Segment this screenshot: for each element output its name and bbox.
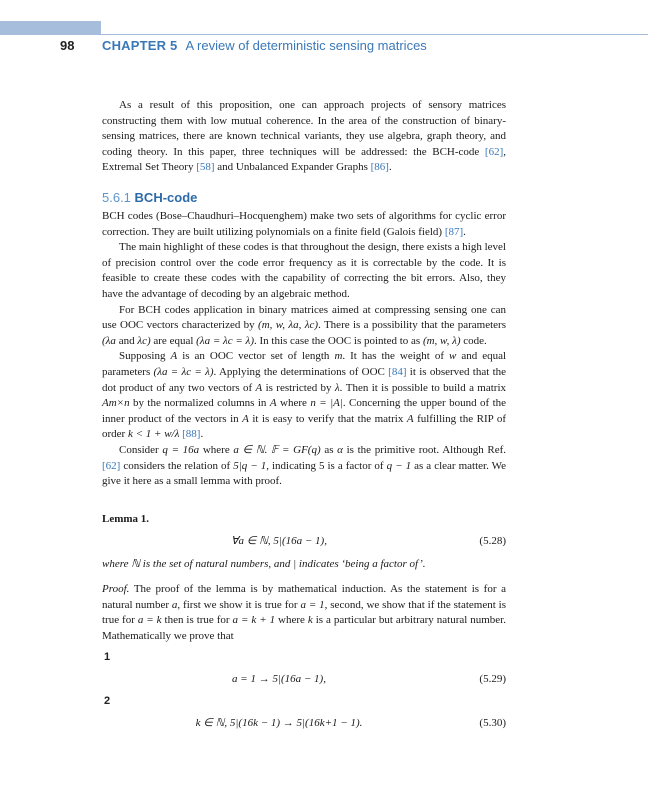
equation-number: (5.30) xyxy=(479,717,506,729)
lemma-label: Lemma 1. xyxy=(102,513,150,525)
step-number: 2 xyxy=(104,695,111,707)
section-number: 5.6.1 xyxy=(102,190,131,205)
paragraph-bch-intro: BCH codes (Bose–Chaudhuri–Hocquenghem) make two sets of algorithms for cyclic error correction. They are built utilizing polynomials on a finite field (Galois field) [87]. xyxy=(102,210,506,238)
equation-5-30: k ∈ ℕ, 5|(16k − 1) → 5|(16k+1 − 1). (5.30) xyxy=(102,716,506,734)
section-title: BCH-code xyxy=(134,190,198,205)
section-heading xyxy=(102,190,197,205)
citation-link[interactable]: [86] xyxy=(370,161,389,174)
header-accent-bar xyxy=(0,21,101,35)
chapter-label: CHAPTER 5 xyxy=(102,38,178,53)
page-number: 98 xyxy=(60,38,75,53)
header-rule xyxy=(101,34,648,35)
citation-link[interactable]: [62] xyxy=(102,459,121,472)
citation-link[interactable]: [62] xyxy=(484,145,504,158)
equation-5-29: a = 1 → 5|(16a − 1), (5.29) xyxy=(102,672,506,690)
chapter-title: A review of deterministic sensing matrices xyxy=(185,38,427,53)
step-2 xyxy=(102,716,506,734)
proof-label: Proof. xyxy=(102,583,130,595)
intro-block xyxy=(102,98,506,176)
paragraph-ooc: For BCH codes application in binary matrices aimed at compressing sensing one can use OOC vectors characterized by (m, w, λa, λc). There is a possibility that the parameters (λa and λc) are equal (λa = λc = λ). In this case the OOC is pointed to as (m, w, λ) code. xyxy=(102,303,506,347)
equation-5-28: ∀a ∈ ℕ, 5|(16a − 1), (5.28) xyxy=(102,534,506,552)
citation-link[interactable]: [58] xyxy=(196,161,215,174)
step-1 xyxy=(102,672,506,690)
citation-link[interactable]: [88] xyxy=(182,428,201,441)
body-block xyxy=(102,209,506,490)
citation-link[interactable]: [84] xyxy=(388,365,407,378)
lemma-note: where ℕ is the set of natural numbers, and | indicates ‘being a factor of’. xyxy=(102,557,426,570)
paragraph-highlight: The main highlight of these codes is that throughout the design, there exists a high level of precision control over the code error frequency as it is correctable by the code. It is feasible to create these codes with the capability of correcting the bit errors. Also, they have the advantage of decoding by an algebraic method. xyxy=(102,241,506,300)
lemma-block xyxy=(102,512,506,572)
paragraph-supposing: Supposing A is an OOC vector set of length m. It has the weight of w and equal parameters (λa = λc = λ). Applying the determinations of OOC [84] it is observed that the dot product of any two vectors of A is restricted by λ. Then it is possible to build a matrix Am×n by the normalized columns in A where n = |A|. Concerning the upper bound of the inner product of the vectors in A it is easy to verify that the matrix A fulfilling the RIP of order k < 1 + w/λ [88]. xyxy=(102,350,507,441)
proof-paragraph: Proof. The proof of the lemma is by mathematical induction. As the statement is for a natural number a, first we show it is true for a = 1, second, we show that if the statement is true for a = k then is true for a = k + 1 where k is a particular but arbitrary natural number. Mathematically we prove that xyxy=(102,583,506,642)
citation-link[interactable]: [87] xyxy=(444,225,464,238)
paragraph-consider: Consider q = 16a where a ∈ ℕ. 𝔽 = GF(q) as α is the primitive root. Although Ref. [62] considers the relation of 5|q − 1, indicating 5 is a factor of q − 1 as a clear matter. We give it here as a small lemma with proof. xyxy=(102,443,507,488)
proof-block xyxy=(102,582,506,644)
running-head xyxy=(102,38,427,53)
equation-number: (5.28) xyxy=(479,534,506,547)
step-number: 1 xyxy=(104,651,111,663)
intro-paragraph: As a result of this proposition, one can approach projects of sensory matrices constructing them with low mutual coherence. In the area of the construction of binary-sensing matrices, there are known technical variants, they use algebra, graph theory, and coding theory. In this paper, three techniques will be addressed: the BCH-code [62], Extremal Set Theory [58] and Unbalanced Expander Graphs [86]. xyxy=(102,99,506,174)
equation-number: (5.29) xyxy=(479,673,506,685)
